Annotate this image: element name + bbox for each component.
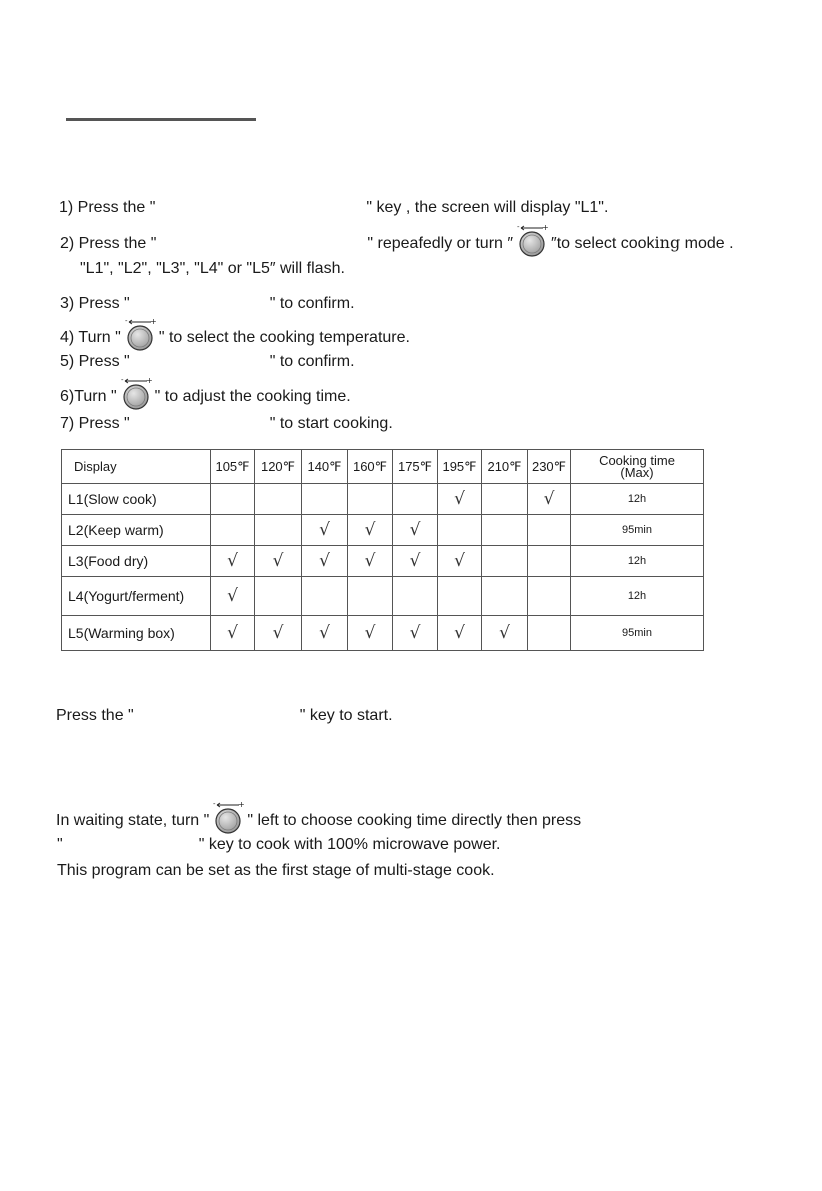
- table-row: [62, 616, 704, 651]
- waiting-text-c: ": [57, 836, 63, 853]
- step-5: [60, 353, 355, 371]
- check-mark-icon: √: [227, 586, 238, 606]
- check-mark-icon: √: [364, 551, 376, 571]
- check-mark-icon: √: [364, 623, 376, 643]
- cooking-time-value: 12h: [571, 484, 704, 515]
- header-time-line-1: Cooking time: [599, 452, 675, 468]
- step-2-text-e: mode .: [680, 235, 734, 253]
- step-6-text-b: " to adjust the cooking time.: [154, 388, 351, 406]
- step-7: [60, 415, 393, 433]
- check-mark-icon: √: [227, 623, 238, 643]
- header-temp: 195℉: [438, 450, 482, 484]
- step-4-text-a: 4) Turn ": [60, 329, 121, 347]
- mode-label: L5(Warming box): [62, 616, 211, 651]
- start-instruction: [56, 707, 393, 725]
- temp-cell: [348, 484, 393, 515]
- check-mark-icon: √: [272, 551, 284, 571]
- header-temp: 230℉: [528, 450, 571, 484]
- step-6: [60, 382, 351, 412]
- waiting-line-1: [56, 806, 581, 836]
- temp-cell: [255, 616, 302, 651]
- header-temp: 120℉: [255, 450, 302, 484]
- temp-cell: [528, 577, 571, 616]
- temp-cell: [438, 546, 482, 577]
- cooking-time-value: 12h: [571, 577, 704, 616]
- step-1-text-a: 1) Press the ": [59, 199, 156, 216]
- temp-cell: [393, 484, 438, 515]
- dial-knob-icon: [119, 382, 153, 412]
- start-text-a: Press the ": [56, 707, 134, 724]
- temp-cell: [438, 515, 482, 546]
- step-2-text-a: 2) Press the ": [60, 235, 157, 253]
- step-3-text-a: 3) Press ": [60, 295, 130, 312]
- start-text-b: " key to start: [299, 707, 389, 724]
- check-mark-icon: √: [409, 520, 421, 540]
- step-6-text-a: 6)Turn ": [60, 388, 117, 406]
- step-7-text-b: " to start cooking.: [269, 415, 393, 432]
- temp-cell: [211, 515, 255, 546]
- temp-cell: [211, 484, 255, 515]
- temp-cell: [393, 616, 438, 651]
- header-temp: 175℉: [393, 450, 438, 484]
- check-mark-icon: √: [409, 551, 421, 571]
- table-row: [62, 546, 704, 577]
- check-mark-icon: √: [454, 551, 465, 571]
- temp-cell: [348, 546, 393, 577]
- table-row: [62, 515, 704, 546]
- temp-cell: [302, 616, 348, 651]
- waiting-text-d: " key to cook with 100% microwave power.: [198, 836, 501, 853]
- check-mark-icon: √: [227, 551, 238, 571]
- cooking-time-value: 95min: [571, 515, 704, 546]
- header-temp: 210℉: [482, 450, 528, 484]
- start-text-c: .: [388, 707, 393, 724]
- header-display: Display: [62, 450, 211, 484]
- check-mark-icon: √: [319, 623, 330, 643]
- temp-cell: [255, 515, 302, 546]
- temp-cell: [255, 577, 302, 616]
- table-row: [62, 484, 704, 515]
- temp-cell: [528, 515, 571, 546]
- step-1-text-b: " key , the screen will display "L1".: [366, 199, 609, 216]
- step-4-text-b: " to select the cooking temperature.: [158, 329, 410, 347]
- step-3-text-b: " to confirm.: [269, 295, 355, 312]
- temp-cell: [302, 515, 348, 546]
- temp-cell: [393, 577, 438, 616]
- dial-knob-icon: [123, 323, 157, 353]
- temp-cell: [528, 484, 571, 515]
- temp-cell: [482, 577, 528, 616]
- temp-cell: [438, 484, 482, 515]
- waiting-line-3: This program can be set as the first stage of multi-stage cook.: [57, 862, 495, 879]
- header-temp: 105℉: [211, 450, 255, 484]
- cooking-time-value: 95min: [571, 616, 704, 651]
- check-mark-icon: √: [454, 489, 465, 509]
- step-5-text-b: " to confirm.: [269, 353, 355, 370]
- header-time-line-2: (Max): [620, 464, 654, 480]
- temp-cell: [348, 577, 393, 616]
- check-mark-icon: √: [409, 623, 421, 643]
- check-mark-icon: √: [319, 551, 330, 571]
- step-7-text-a: 7) Press ": [60, 415, 130, 432]
- mode-label: L2(Keep warm): [62, 515, 211, 546]
- temp-cell: [438, 577, 482, 616]
- temp-cell: [302, 546, 348, 577]
- temp-cell: [302, 484, 348, 515]
- mode-label: L1(Slow cook): [62, 484, 211, 515]
- step-1: [59, 199, 608, 217]
- temp-cell: [348, 515, 393, 546]
- temp-cell: [211, 577, 255, 616]
- header-temp: 160℉: [348, 450, 393, 484]
- cooking-modes-table: [61, 449, 704, 651]
- step-4: [60, 323, 410, 353]
- temp-cell: [482, 616, 528, 651]
- temp-cell: [255, 546, 302, 577]
- temp-cell: [482, 484, 528, 515]
- check-mark-icon: √: [319, 520, 330, 540]
- dial-knob-icon: [211, 806, 245, 836]
- check-mark-icon: √: [543, 489, 555, 509]
- header-cooking-time: [571, 450, 704, 484]
- check-mark-icon: √: [499, 623, 510, 643]
- temp-cell: [348, 616, 393, 651]
- dial-knob-icon: [515, 229, 549, 259]
- step-2-text-c: ″to select cook: [551, 235, 655, 253]
- step-2-text-d: ing: [654, 233, 681, 253]
- temp-cell: [438, 616, 482, 651]
- step-2-modes: "L1", "L2", "L3", "L4" or "L5″ will flash.: [80, 260, 345, 277]
- temp-cell: [211, 546, 255, 577]
- step-5-text-a: 5) Press ": [60, 353, 130, 370]
- temp-cell: [528, 546, 571, 577]
- step-2-text-b: " repeafedly or turn ″: [367, 235, 514, 253]
- waiting-text-a: In waiting state, turn ": [56, 812, 210, 830]
- section-heading-underline: [66, 118, 256, 121]
- table-row: [62, 577, 704, 616]
- step-3: [60, 295, 355, 313]
- waiting-line-2: [57, 836, 501, 854]
- check-mark-icon: √: [364, 520, 376, 540]
- temp-cell: [255, 484, 302, 515]
- temp-cell: [302, 577, 348, 616]
- mode-label: L4(Yogurt/ferment): [62, 577, 211, 616]
- check-mark-icon: √: [454, 623, 465, 643]
- temp-cell: [482, 546, 528, 577]
- mode-label: L3(Food dry): [62, 546, 211, 577]
- temp-cell: [393, 515, 438, 546]
- temp-cell: [393, 546, 438, 577]
- table-header-row: [62, 450, 704, 484]
- check-mark-icon: √: [272, 623, 284, 643]
- waiting-text-b: " left to choose cooking time directly then press: [247, 812, 582, 830]
- step-2: [60, 229, 734, 259]
- header-temp: 140℉: [302, 450, 348, 484]
- temp-cell: [482, 515, 528, 546]
- temp-cell: [211, 616, 255, 651]
- temp-cell: [528, 616, 571, 651]
- cooking-time-value: 12h: [571, 546, 704, 577]
